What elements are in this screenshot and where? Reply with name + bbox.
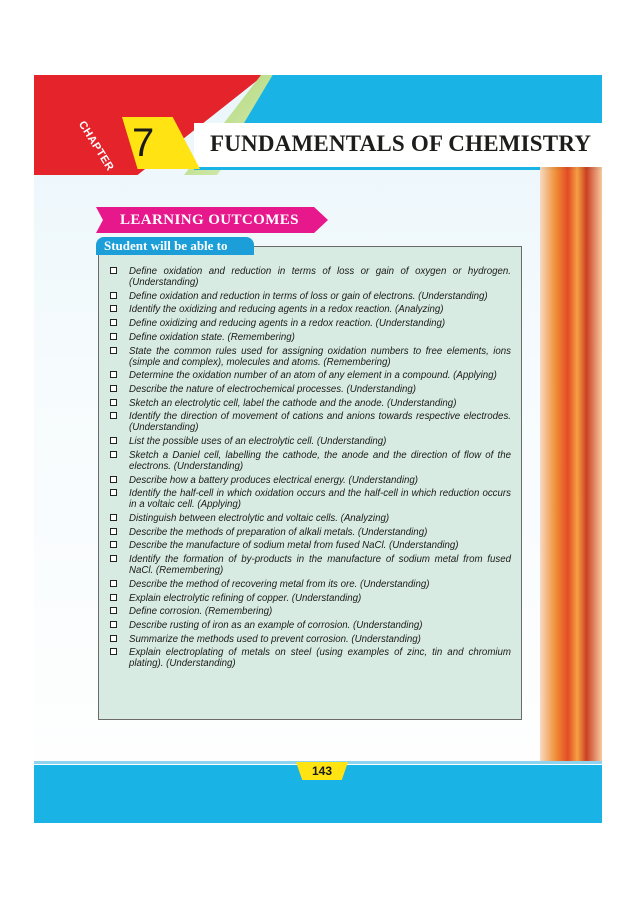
outcomes-box [98,246,522,720]
checkbox-icon [110,635,117,642]
decorative-swirl [540,167,602,762]
outcome-text: List the possible uses of an electrolytic cell. (Understanding) [129,436,387,448]
list-item [107,620,511,631]
outcome-text: Describe how a battery produces electrical energy. (Understanding) [129,474,418,486]
checkbox-icon [110,305,117,312]
list-item [107,634,511,645]
list-item [107,411,511,433]
outcome-text: Sketch a Daniel cell, labelling the cathode, the anode and the direction of flow of the electrons. (Understanding) [129,449,511,472]
checkbox-icon [110,528,117,535]
checkbox-icon [110,385,117,392]
outcome-text: Explain electrolytic refining of copper. (Understanding) [129,592,362,604]
list-item [107,384,511,395]
checkbox-icon [110,648,117,655]
checkbox-icon [110,399,117,406]
outcome-text: Sketch an electrolytic cell, label the cathode and the anode. (Understanding) [129,397,457,409]
list-item [107,579,511,590]
outcome-text: Define oxidation and reduction in terms of loss or gain of electrons. (Understanding) [129,290,488,302]
outcome-text: Summarize the methods used to prevent corrosion. (Understanding) [129,633,421,645]
list-item [107,370,511,381]
checkbox-icon [110,607,117,614]
header-blue-band [244,75,602,123]
learning-outcomes-heading: LEARNING OUTCOMES [120,212,299,228]
outcome-text: Explain electroplating of metals on steel (using examples of zinc, tin and chromium plating). (Understanding) [129,647,511,670]
outcome-text: State the common rules used for assigning oxidation numbers to free elements, ions (simple and complex), molecules and atoms. (Remembering) [129,345,511,368]
list-item [107,304,511,315]
checkbox-icon [110,476,117,483]
outcome-text: Determine the oxidation number of an atom of any element in a compound. (Applying) [129,370,497,382]
checkbox-icon [110,267,117,274]
outcome-text: Define oxidation state. (Remembering) [129,331,295,343]
chapter-label: CHAPTER [75,119,117,174]
checkbox-icon [110,319,117,326]
subheading: Student will be able to [104,238,228,253]
list-item [107,450,511,472]
list-item [107,475,511,486]
list-item [107,398,511,409]
outcome-text: Distinguish between electrolytic and voltaic cells. (Analyzing) [129,513,390,525]
checkbox-icon [110,437,117,444]
checkbox-icon [110,489,117,496]
list-item [107,332,511,343]
checkbox-icon [110,371,117,378]
list-item [107,540,511,551]
page-number: 143 [311,764,333,778]
outcome-text: Identify the oxidizing and reducing agents in a redox reaction. (Analyzing) [129,304,444,316]
list-item [107,318,511,329]
checkbox-icon [110,621,117,628]
outcome-text: Identify the half-cell in which oxidation occurs and the half-cell in which reduction occurs in a voltaic cell. (Applying) [129,488,511,511]
checkbox-icon [110,292,117,299]
checkbox-icon [110,347,117,354]
list-item [107,346,511,368]
list-item [107,291,511,302]
outcome-text: Define oxidation and reduction in terms of loss or gain of oxygen or hydrogen. (Understanding) [129,266,511,289]
list-item [107,554,511,576]
list-item [107,606,511,617]
outcome-text: Describe the method of recovering metal from its ore. (Understanding) [129,578,430,590]
outcome-text: Identify the formation of by-products in the manufacture of sodium metal from fused NaCl. (Remembering) [129,554,511,577]
checkbox-icon [110,333,117,340]
checkbox-icon [110,514,117,521]
outcomes-list [99,247,521,670]
chapter-number: 7 [132,121,155,165]
list-item [107,488,511,510]
list-item [107,513,511,524]
list-item [107,593,511,604]
list-item [107,436,511,447]
checkbox-icon [110,555,117,562]
outcome-text: Describe the methods of preparation of alkali metals. (Understanding) [129,526,428,538]
list-item [107,527,511,538]
list-item [107,266,511,288]
outcome-text: Describe rusting of iron as an example of corrosion. (Understanding) [129,620,423,631]
outcome-text: Identify the direction of movement of cations and anions towards respective electrodes. (Understanding) [129,411,511,434]
outcome-text: Define corrosion. (Remembering) [129,606,273,618]
checkbox-icon [110,594,117,601]
outcome-text: Define oxidizing and reducing agents in a redox reaction. (Understanding) [129,318,446,330]
list-item [107,647,511,669]
checkbox-icon [110,541,117,548]
checkbox-icon [110,412,117,419]
outcome-text: Describe the nature of electrochemical processes. (Understanding) [129,384,416,395]
textbook-page [34,75,602,823]
chapter-title: FUNDAMENTALS OF CHEMISTRY [210,131,592,156]
checkbox-icon [110,580,117,587]
outcome-text: Describe the manufacture of sodium metal from fused NaCl. (Understanding) [129,540,459,552]
checkbox-icon [110,451,117,458]
